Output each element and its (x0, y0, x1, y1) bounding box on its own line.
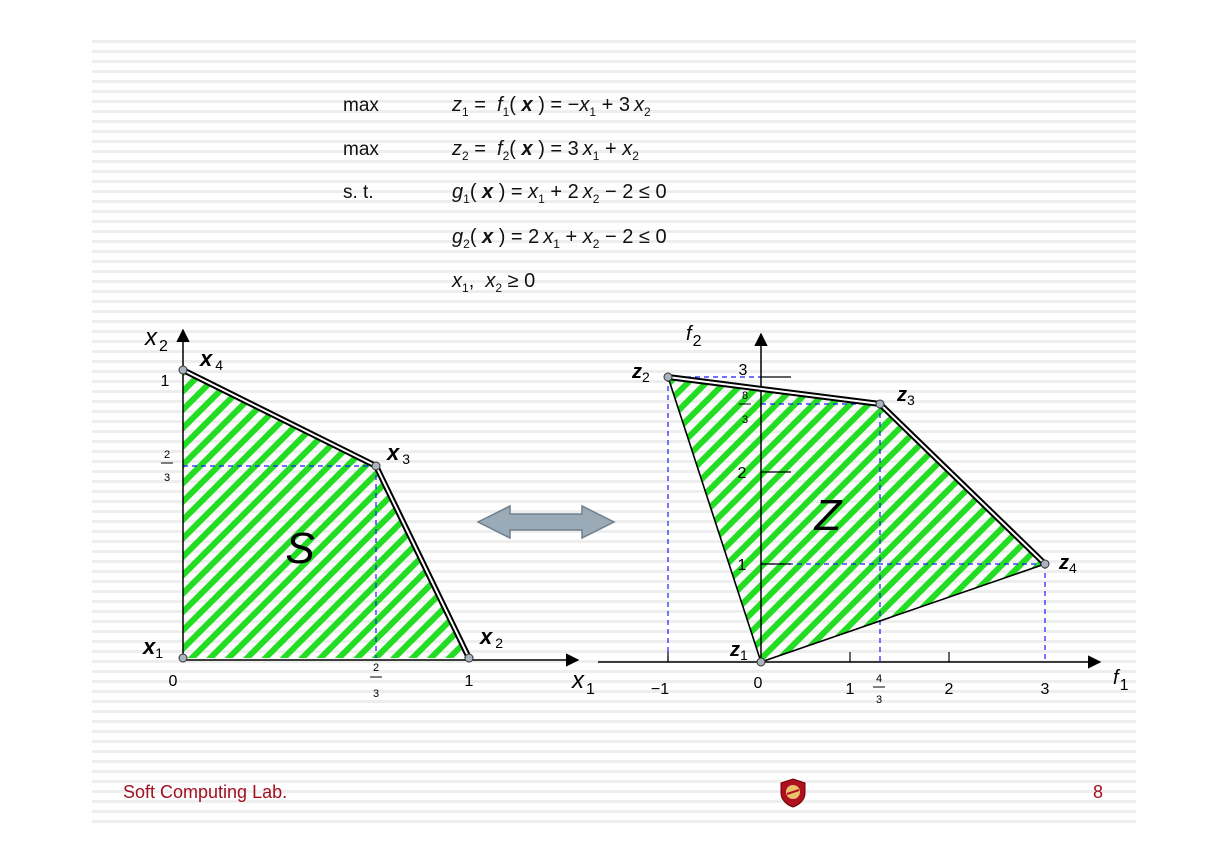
tick-y-1: 1 (160, 373, 170, 390)
decision-space-plot (142, 324, 595, 700)
label-z2: $z_2$ (632, 361, 650, 385)
vertex-z4 (1041, 560, 1049, 568)
tick-y-frac-den: 3 (163, 472, 171, 484)
label-x1: x1 (143, 634, 164, 661)
tick-f2-2: 2 (737, 465, 747, 482)
region-label-s: S (285, 524, 315, 573)
axis-title-f2: $f_2$ (686, 323, 702, 350)
label-x4: x 4 (200, 346, 224, 373)
label-x3: x 3 (387, 440, 411, 467)
axis-title-x1: x $_1$ (572, 667, 595, 698)
objective-1-keyword: max (343, 95, 379, 116)
mapping-double-arrow (478, 506, 614, 538)
tick-f1-frac-num: 4 (875, 673, 883, 685)
tick-f1-frac-den: 3 (875, 694, 883, 706)
constraint-keyword: s. t. (343, 182, 374, 203)
tick-f1-3: 3 (1040, 681, 1050, 698)
constraint-2-equation: $g_2$( x ) = 2 $x_1 + x_2 - 2 \le 0$ (452, 226, 667, 251)
objective-space-plot (598, 323, 1129, 706)
page-number: 8 (1093, 782, 1104, 802)
tick-f1-minus1: −1 (650, 681, 670, 698)
vertex-z2 (664, 373, 672, 381)
label-z1: $z_1$ (730, 639, 748, 663)
tick-f1-2: 2 (944, 681, 954, 698)
vertex-z1 (757, 658, 765, 666)
tick-x-frac-den: 3 (372, 688, 380, 700)
vertex-x2 (465, 654, 473, 662)
objective-2-equation: $z_2 = f_2$( x ) = 3 $x_1 + x_2$ (452, 138, 639, 163)
vertex-x4 (179, 366, 187, 374)
tick-f2-1: 1 (737, 557, 747, 574)
vertex-x1 (179, 654, 187, 662)
axis-title-x2: x $_2$ (145, 324, 168, 355)
label-x2: x 2 (480, 624, 504, 651)
label-z4: $z_4$ (1059, 552, 1077, 576)
feasible-region-z (668, 377, 1045, 662)
tick-f2-3: 3 (738, 362, 748, 379)
tick-x-frac-num: 2 (372, 662, 380, 674)
vertex-x3 (372, 462, 380, 470)
tick-x-0: 0 (168, 673, 178, 690)
nonnegativity-equation: $x_1$, $x_2 \ge 0$ (452, 270, 536, 295)
university-logo-icon (778, 778, 808, 808)
tick-f1-0: 0 (753, 675, 763, 692)
tick-x-1: 1 (464, 673, 474, 690)
label-z3: $z_3$ (897, 384, 915, 408)
footer-lab-name: Soft Computing Lab. (123, 782, 288, 802)
objective-2-keyword: max (343, 139, 379, 160)
region-label-z: Z (814, 491, 842, 540)
constraint-1-equation: $g_1$( x ) = $x_1 + 2$ $x_2 - 2 \le 0$ (452, 181, 667, 206)
axis-title-f1: $f_1$ (1113, 667, 1129, 694)
tick-f2-frac-num: 8 (741, 390, 749, 402)
feasible-region-s (183, 370, 469, 658)
objective-1-equation: $z_1 = f_1$( x ) = $-x_1 + 3$ $x_2$ (452, 94, 651, 119)
vertex-z3 (876, 400, 884, 408)
tick-y-frac-num: 2 (163, 449, 171, 461)
tick-f2-frac-den: 3 (741, 414, 749, 426)
tick-f1-1: 1 (845, 681, 855, 698)
